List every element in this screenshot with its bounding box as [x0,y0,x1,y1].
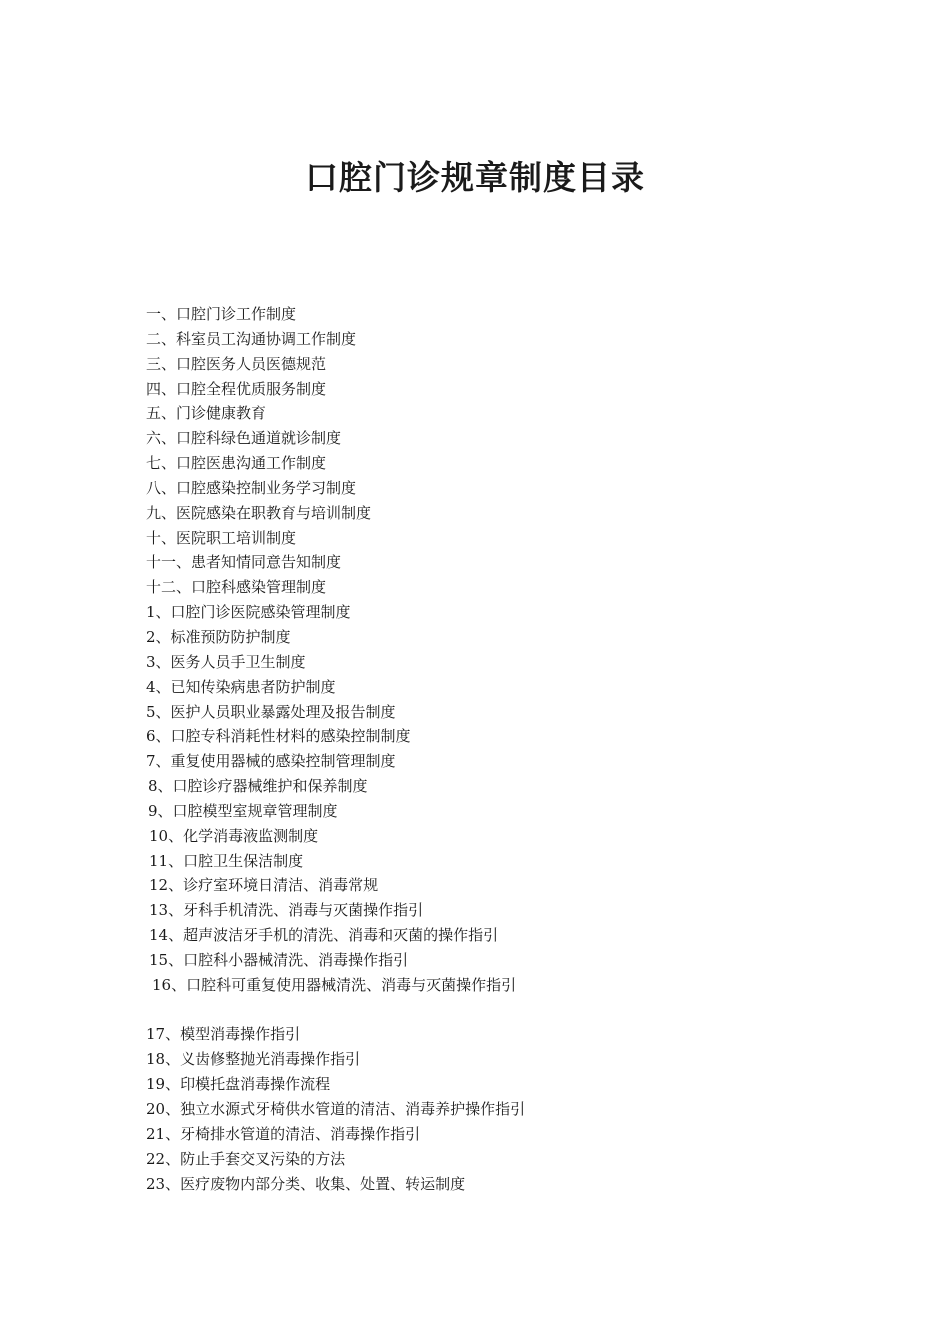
toc-item: 7、重复使用器械的感染控制管理制度 [146,752,396,771]
toc-item: 六、口腔科绿色通道就诊制度 [146,429,342,448]
toc-item: 12、诊疗室环境日清洁、消毒常规 [149,876,379,895]
toc-item: 二、科室员工沟通协调工作制度 [146,329,357,348]
toc-item: 三、口腔医务人员医德规范 [146,354,327,373]
page-title: 口腔门诊规章制度目录 [305,158,645,197]
toc-item: 18、义齿修整抛光消毒操作指引 [146,1050,361,1069]
toc-item: 20、独立水源式牙椅供水管道的清洁、消毒养护操作指引 [146,1100,526,1118]
toc-item: 5、医护人员职业暴露处理及报告制度 [146,702,396,721]
table-of-contents [146,302,846,1196]
toc-item: 21、牙椅排水管道的清洁、消毒操作指引 [146,1124,421,1143]
toc-item: 一、口腔门诊工作制度 [146,305,297,323]
toc-item: 17、模型消毒操作指引 [146,1025,301,1044]
toc-spacer [146,998,846,1023]
toc-item: 11、口腔卫生保洁制度 [149,851,304,870]
toc-item: 22、防止手套交叉污染的方法 [146,1149,346,1168]
toc-item: 九、医院感染在职教育与培训制度 [146,503,372,522]
toc-item: 五、门诊健康教育 [146,404,267,423]
toc-item: 8、口腔诊疗器械维护和保养制度 [148,777,368,796]
toc-item: 23、医疗废物内部分类、收集、处置、转运制度 [146,1174,466,1193]
toc-item: 15、口腔科小器械清洗、消毒操作指引 [149,950,409,969]
toc-item: 4、已知传染病患者防护制度 [146,677,336,696]
toc-item: 9、口腔模型室规章管理制度 [148,801,338,820]
toc-item: 3、医务人员手卫生制度 [146,652,306,671]
toc-item: 2、标准预防防护制度 [146,627,291,646]
toc-item: 七、口腔医患沟通工作制度 [146,454,327,473]
toc-item: 十、医院职工培训制度 [146,528,297,547]
toc-item: 16、口腔科可重复使用器械清洗、消毒与灭菌操作指引 [152,975,517,994]
toc-item: 1、口腔门诊医院感染管理制度 [146,603,351,622]
toc-item: 10、化学消毒液监测制度 [149,826,319,845]
toc-item: 13、牙科手机清洗、消毒与灭菌操作指引 [149,901,424,920]
toc-item: 19、印模托盘消毒操作流程 [146,1075,331,1094]
toc-item: 十二、口腔科感染管理制度 [146,578,327,597]
toc-item: 十一、患者知情同意告知制度 [146,553,342,572]
toc-item: 6、口腔专科消耗性材料的感染控制制度 [146,727,411,746]
toc-item: 八、口腔感染控制业务学习制度 [146,478,357,497]
toc-item: 14、超声波洁牙手机的清洗、消毒和灭菌的操作指引 [149,926,499,945]
toc-item: 四、口腔全程优质服务制度 [146,379,327,398]
